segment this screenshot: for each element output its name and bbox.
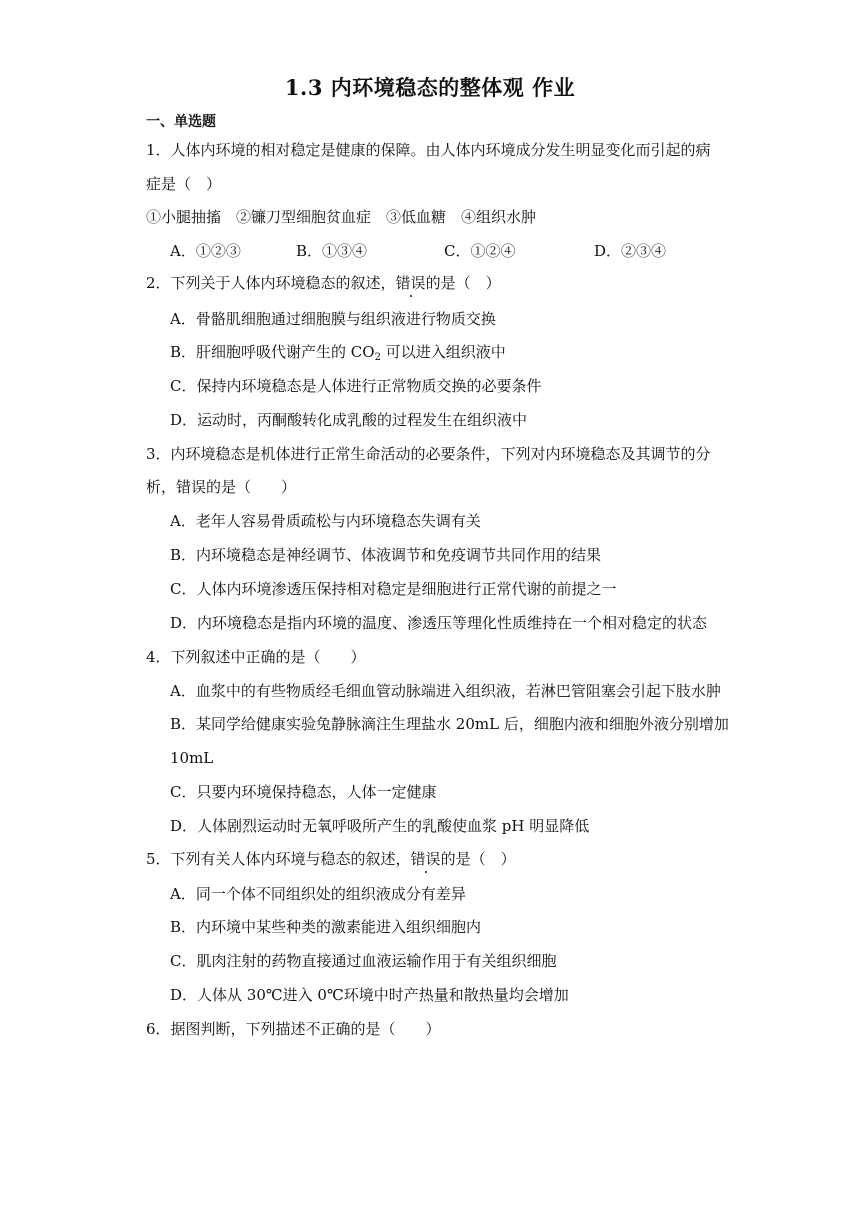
q2-option-c: C．保持内环境稳态是人体进行正常物质交换的必要条件 (170, 377, 542, 395)
q4-option-b-line1: B．某同学给健康实验兔静脉滴注生理盐水 20mL 后，细胞内液和细胞外液分别增加 (170, 715, 729, 733)
q4-option-b-line2: 10mL (170, 749, 214, 767)
q5-option-a: A．同一个体不同组织处的组织液成分有差异 (170, 885, 466, 903)
q5-stem-before: 5．下列有关人体内环境与稳态的叙述， (146, 850, 411, 868)
q4-stem: 4．下列叙述中正确的是（ ） (146, 648, 366, 666)
q4-option-d: D．人体剧烈运动时无氧呼吸所产生的乳酸使血浆 pH 明显降低 (170, 817, 590, 835)
q5-stem-emphasis: 错误 (410, 850, 441, 868)
q2-option-b-subscript: 2 (374, 352, 381, 363)
q2-option-b-before: B．肝细胞呼吸代谢产生的 CO (170, 343, 375, 361)
q2-stem-after: 的是（ ） (425, 274, 501, 292)
q6-stem: 6．据图判断，下列描述不正确的是（ ） (146, 1020, 441, 1038)
section-heading: 一、单选题 (146, 114, 216, 130)
q1-stem-line2: 症是（ ） (146, 175, 222, 193)
q4-option-c: C．只要内环境保持稳态，人体一定健康 (170, 783, 437, 801)
q3-stem-line1: 3．内环境稳态是机体进行正常生命活动的必要条件，下列对内环境稳态及其调节的分 (146, 445, 711, 463)
q1-option-a: A．①②③ (170, 242, 241, 260)
q5-option-d: D．人体从 30℃进入 0℃环境中时产热量和散热量均会增加 (170, 986, 569, 1004)
q3-option-a: A．老年人容易骨质疏松与内环境稳态失调有关 (170, 512, 481, 530)
q3-option-d: D．内环境稳态是指内环境的温度、渗透压等理化性质维持在一个相对稳定的状态 (170, 614, 708, 632)
q3-option-b: B．内环境稳态是神经调节、体液调节和免疫调节共同作用的结果 (170, 546, 602, 564)
q1-stem-line1: 1．人体内环境的相对稳定是健康的保障。由人体内环境成分发生明显变化而引起的病 (146, 141, 711, 159)
page-title: 1.3 内环境稳态的整体观 作业 (284, 75, 576, 100)
q1-option-b: B．①③④ (296, 242, 368, 260)
q1-option-c: C．①②④ (444, 242, 516, 260)
q2-stem-emphasis: 错误 (395, 274, 426, 292)
q1-items: ①小腿抽搐 ②镰刀型细胞贫血症 ③低血糖 ④组织水肿 (146, 208, 537, 226)
q2-option-b-after: 可以进入组织液中 (380, 343, 506, 361)
q3-stem-line2: 析，错误的是（ ） (146, 478, 297, 496)
q2-stem-before: 2．下列关于人体内环境稳态的叙述， (146, 274, 396, 292)
q5-option-c: C．肌肉注射的药物直接通过血液运输作用于有关组织细胞 (170, 952, 557, 970)
q2-stem (146, 273, 501, 293)
q2-option-a: A．骨骼肌细胞通过细胞膜与组织液进行物质交换 (170, 310, 496, 328)
q2-option-b (170, 342, 506, 362)
q1-option-d: D．②③④ (594, 242, 667, 260)
q5-option-b: B．内环境中某些种类的激素能进入组织细胞内 (170, 918, 482, 936)
q5-stem (146, 849, 516, 869)
q3-option-c: C．人体内环境渗透压保持相对稳定是细胞进行正常代谢的前提之一 (170, 580, 617, 598)
q2-option-d: D．运动时，丙酮酸转化成乳酸的过程发生在组织液中 (170, 411, 528, 429)
q4-option-a: A．血浆中的有些物质经毛细血管动脉端进入组织液，若淋巴管阻塞会引起下肢水肿 (170, 682, 721, 700)
q5-stem-after: 的是（ ） (440, 850, 516, 868)
